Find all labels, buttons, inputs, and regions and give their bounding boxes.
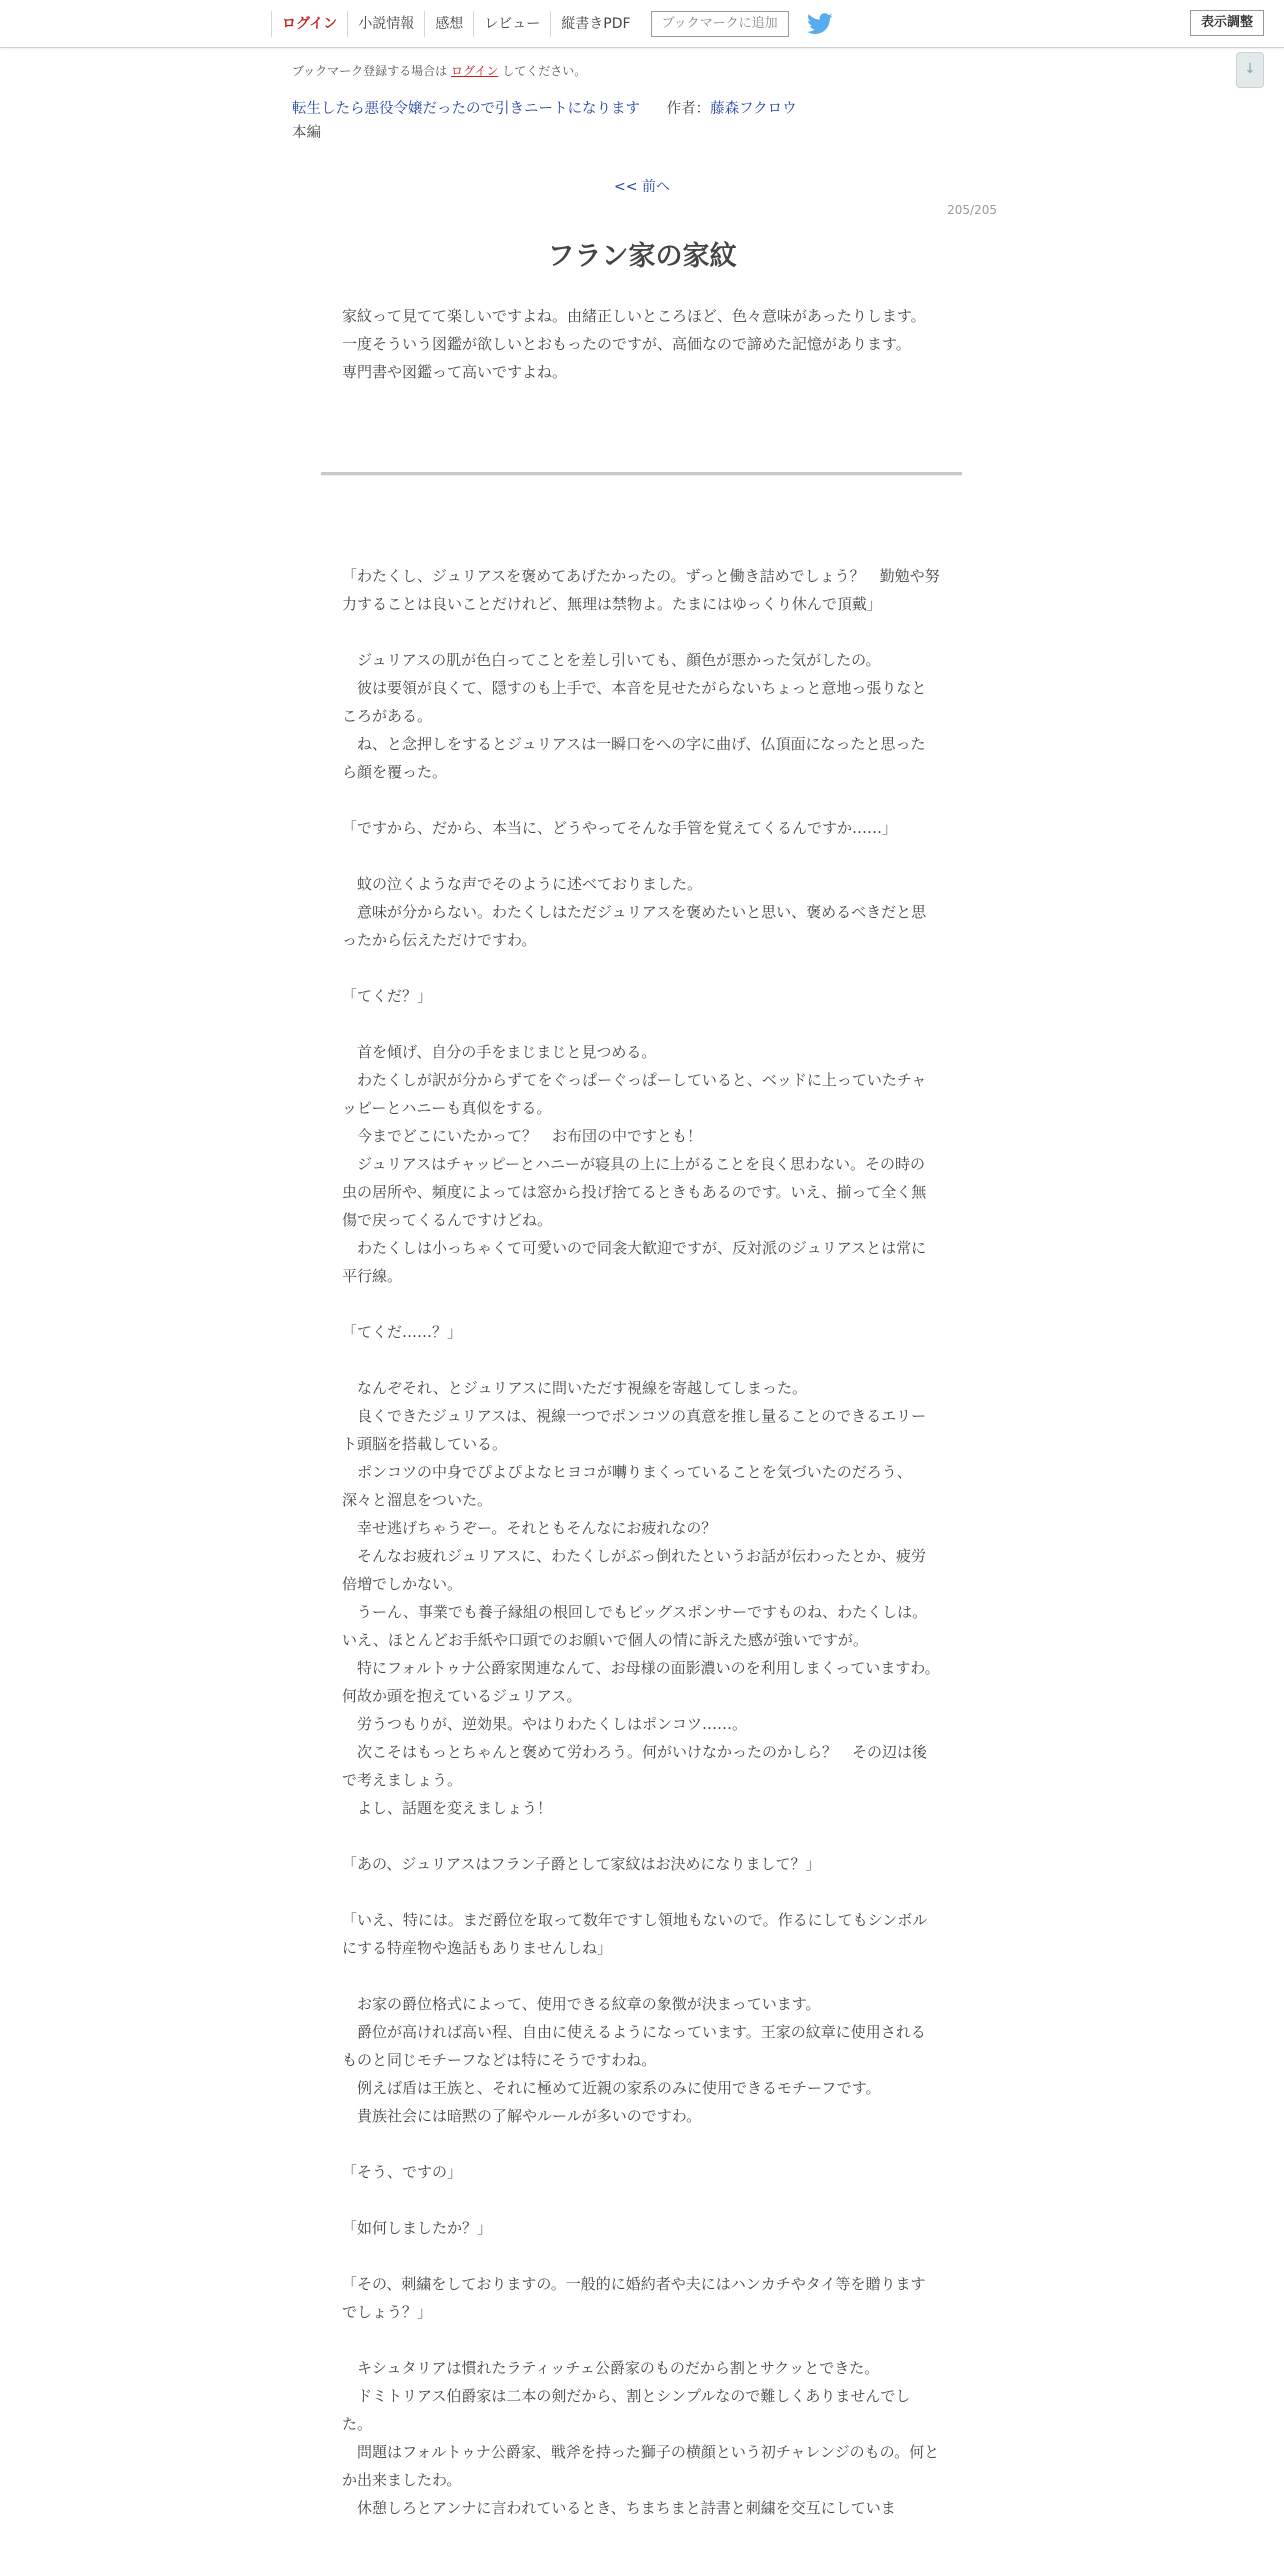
body-paragraph: わたくしが訳が分からずてをぐっぱーぐっぱーしていると、ベッドに上っていたチャッピーとハニーも真似をする。	[342, 1071, 927, 1117]
blank-line	[342, 954, 940, 982]
body-paragraph: 専門書や図鑑って高いですよね。	[342, 363, 568, 381]
body-paragraph: 家紋って見てて楽しいですよね。由緒正しいところほど、色々意味があったりします。	[342, 307, 926, 325]
blank-line	[342, 1290, 940, 1318]
body-paragraph: 今までどこにいたかって？ お布団の中ですとも！	[342, 1127, 703, 1145]
body-paragraph: 貴族社会には暗黙の了解やルールが多いのですわ。	[342, 2107, 702, 2125]
body-paragraph: 良くできたジュリアスは、視線一つでポンコツの真意を推し量ることのできるエリート頭脳を搭載している。	[342, 1407, 927, 1453]
nav-impressions[interactable]: 感想	[424, 11, 473, 37]
notice-suffix: してください。	[502, 64, 587, 78]
body-paragraph: わたくしは小っちゃくて可愛いので同衾大歓迎ですが、反対派のジュリアスとは常に平行線。	[342, 1239, 927, 1285]
body-paragraph: ドミトリアス伯爵家は二本の剣だから、割とシンプルなので難しくありませんでした。	[342, 2387, 911, 2433]
body-paragraph: 「ですから、だから、本当に、どうやってそんな手管を覚えてくるんですか……」	[342, 819, 898, 837]
body-paragraph: 「てくだ……？」	[342, 1323, 463, 1341]
body-paragraph: 蚊の泣くような声でそのように述べておりました。	[342, 875, 703, 893]
body-paragraph: 幸せ逃げちゃうぞー。それともそんなにお疲れなの？	[342, 1519, 717, 1537]
body-paragraph: 「あの、ジュリアスはフラン子爵として家紋はお決めになりまして？」	[342, 1855, 821, 1873]
notice-login-link[interactable]: ログイン	[451, 64, 499, 78]
foreword-divider	[321, 472, 962, 475]
twitter-bird-icon[interactable]	[807, 13, 833, 35]
body-paragraph: 彼は要領が良くて、隠すのも上手で、本音を見せたがらないちょっと意地っ張りなところがある。	[342, 679, 927, 725]
blank-line	[342, 842, 940, 870]
blank-line	[342, 1962, 940, 1990]
body-paragraph: 「わたくし、ジュリアスを褒めてあげたかったの。ずっと働き詰めでしょう？ 勤勉や努力することは良いことだけれど、無理は禁物よ。たまにはゆっくり休んで頂戴」	[342, 567, 940, 613]
blank-line	[342, 2186, 940, 2214]
scroll-down-button[interactable]: ↓	[1236, 52, 1264, 88]
body-paragraph: キシュタリアは慣れたラティッチェ公爵家のものだから割とサクッとできた。	[342, 2359, 880, 2377]
main-nav	[271, 0, 833, 47]
body-paragraph: 「いえ、特には。まだ爵位を取って数年ですし領地もないので。作るにしてもシンボルにする特産物や逸話もありませんしね」	[342, 1911, 928, 1957]
blank-line	[342, 1878, 940, 1906]
body-paragraph: 首を傾げ、自分の手をまじまじと見つめる。	[342, 1043, 657, 1061]
nav-vertical-pdf[interactable]: 縦書きPDF	[550, 11, 640, 37]
body-paragraph: 意味が分からない。わたくしはただジュリアスを褒めたいと思い、褒めるべきだと思ったから伝えただけですわ。	[342, 903, 927, 949]
body-paragraph: 例えば盾は王族と、それに極めて近親の家系のみに使用できるモチーフです。	[342, 2079, 881, 2097]
body-paragraph: 何故か頭を抱えているジュリアス。	[342, 1687, 582, 1705]
display-settings-button[interactable]: 表示調整	[1190, 10, 1264, 36]
blank-line	[342, 1822, 940, 1850]
blank-line	[342, 2326, 940, 2354]
body-paragraph: 休憩しろとアンナに言われているとき、ちまちまと詩書と刺繍を交互にしていま	[342, 2499, 896, 2517]
notice-prefix: ブックマーク登録する場合は	[292, 64, 448, 78]
body-paragraph: そんなお疲れジュリアスに、わたくしがぶっ倒れたというお話が伝わったとか、疲労倍増でしかない。	[342, 1547, 926, 1593]
prev-episode-link[interactable]: << 前へ	[614, 179, 670, 195]
nav-login[interactable]: ログイン	[271, 11, 347, 37]
body-paragraph: 「そう、ですの」	[342, 2163, 463, 2181]
body-paragraph: 次こそはもっとちゃんと褒めて労わろう。何がいけなかったのかしら？ その辺は後で考えましょう。	[342, 1743, 928, 1789]
body-paragraph: 爵位が高ければ高い程、自由に使えるようになっています。王家の紋章に使用されるものと同じモチーフなどは特にそうですわね。	[342, 2023, 926, 2069]
nav-review[interactable]: レビュー	[473, 11, 550, 37]
body-paragraph: 「如何しましたか？」	[342, 2219, 493, 2237]
body-paragraph: 労うつもりが、逆効果。やはりわたくしはポンコツ……。	[342, 1715, 748, 1733]
blank-line	[342, 1346, 940, 1374]
top-navigation-bar	[0, 0, 1284, 48]
chapter-title: 本編	[292, 125, 321, 141]
body-paragraph: よし、話題を変えましょう！	[342, 1799, 553, 1817]
body-paragraph: 「てくだ？」	[342, 987, 433, 1005]
body-paragraph: なんぞそれ、とジュリアスに問いただす視線を寄越してしまった。	[342, 1379, 808, 1397]
blank-line	[342, 1010, 940, 1038]
author-link[interactable]: 藤森フクロウ	[710, 101, 797, 117]
body-paragraph: ね、と念押しをするとジュリアスは一瞬口をへの字に曲げ、仏頂面になったと思ったら顔を覆った。	[342, 735, 926, 781]
foreword	[342, 302, 942, 386]
body-paragraph: 「その、刺繍をしておりますの。一般的に婚約者や夫にはハンカチやタイ等を贈りますでしょう？」	[342, 2275, 926, 2321]
episode-number: 205/205	[947, 203, 997, 217]
novel-title-link[interactable]: 転生したら悪役令嬢だったので引きニートになります	[292, 101, 640, 117]
body-paragraph: ポンコツの中身でぴよぴよなヒヨコが囀りまくっていることを気づいたのだろう、深々と溜息をついた。	[342, 1463, 912, 1509]
blank-line	[342, 618, 940, 646]
body-paragraph: お家の爵位格式によって、使用できる紋章の象徴が決まっています。	[342, 1995, 821, 2013]
author-label: 作者：	[666, 101, 711, 117]
episode-body	[342, 562, 940, 2522]
episode-subtitle: フラン家の家紋	[547, 241, 737, 272]
body-paragraph: ジュリアスはチャッピーとハニーが寝具の上に上がることを良く思わない。その時の虫の居所や、頻度によっては窓から投げ捨てるときもあるのです。いえ、揃って全く無傷で戻ってくるんですけどね。	[342, 1155, 927, 1229]
body-paragraph: 問題はフォルトゥナ公爵家、戦斧を持った獅子の横顔という初チャレンジのもの。何とか出来ましたわ。	[342, 2443, 940, 2489]
body-paragraph: 特にフォルトゥナ公爵家関連なんて、お母様の面影濃いのを利用しまくっていますわ。	[342, 1659, 940, 1677]
body-paragraph: うーん、事業でも養子縁組の根回しでもビッグスポンサーですものね、わたくしは。いえ、ほとんどお手紙や口頭でのお願いで個人の情に訴えた感が強いですが。	[342, 1603, 928, 1649]
nav-novel-info[interactable]: 小説情報	[347, 11, 424, 37]
blank-line	[342, 786, 940, 814]
body-paragraph: 一度そういう図鑑が欲しいとおもったのですが、高価なので諦めた記憶があります。	[342, 335, 911, 353]
novel-info-line	[292, 97, 797, 118]
blank-line	[342, 2242, 940, 2270]
blank-line	[342, 2130, 940, 2158]
body-paragraph: ジュリアスの肌が色白ってことを差し引いても、顔色が悪かった気がしたの。	[342, 651, 881, 669]
bookmark-login-notice	[292, 62, 586, 79]
add-bookmark-button[interactable]: ブックマークに追加	[651, 11, 789, 37]
